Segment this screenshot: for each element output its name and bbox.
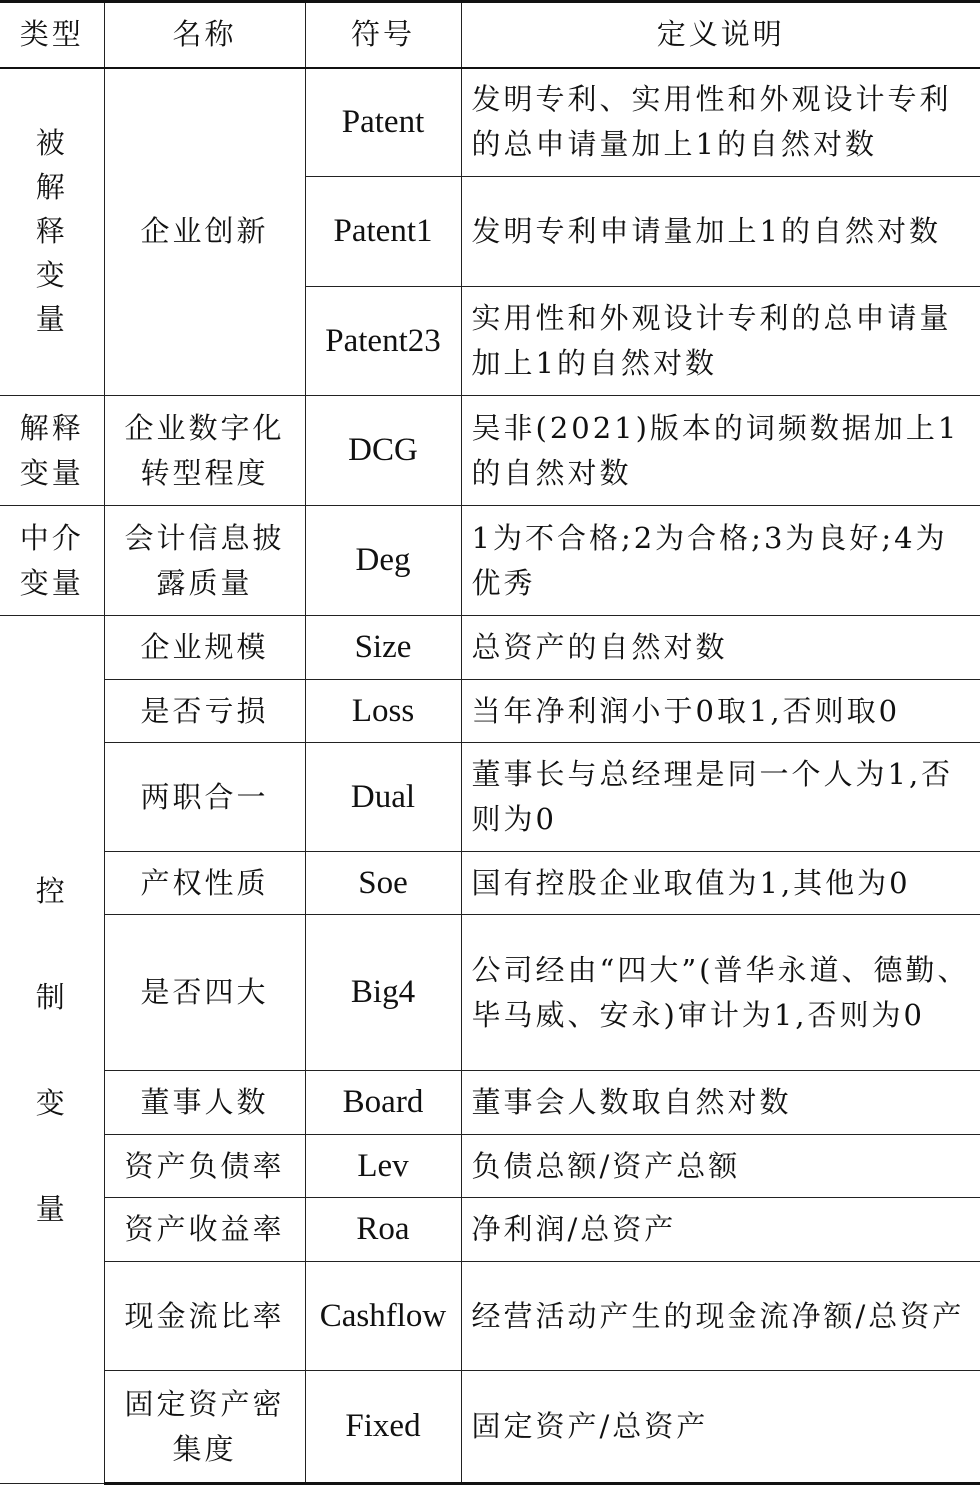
table-row: [0, 68, 980, 177]
variable-symbol: DCG: [305, 396, 461, 506]
variable-symbol: Lev: [305, 1135, 461, 1198]
variable-definition: 固定资产/总资产: [461, 1371, 980, 1484]
group-control: [0, 616, 104, 1484]
table-row: [0, 1262, 980, 1371]
variable-symbol: Cashflow: [305, 1262, 461, 1371]
variable-name: 董事人数: [104, 1071, 305, 1135]
variable-definition: 发明专利、实用性和外观设计专利的总申请量加上1的自然对数: [461, 68, 980, 177]
variable-definition: 吴非(2021)版本的词频数据加上1的自然对数: [461, 396, 980, 506]
group-dependent: [0, 68, 104, 396]
variable-symbol: Board: [305, 1071, 461, 1135]
table-row: [0, 1371, 980, 1484]
table-row: [0, 915, 980, 1071]
header-symbol: 符号: [305, 2, 461, 68]
variable-name: 是否四大: [104, 915, 305, 1071]
variable-name: 企业创新: [104, 68, 305, 396]
variable-definition: 发明专利申请量加上1的自然对数: [461, 177, 980, 287]
variable-name: 现金流比率: [104, 1262, 305, 1371]
variable-definition: 国有控股企业取值为1,其他为0: [461, 852, 980, 915]
variable-name: 两职合一: [104, 743, 305, 852]
variable-definition: 总资产的自然对数: [461, 616, 980, 680]
variable-symbol: Soe: [305, 852, 461, 915]
variable-name: 会计信息披露质量: [104, 506, 305, 616]
variable-name: 企业规模: [104, 616, 305, 680]
variable-name: 是否亏损: [104, 680, 305, 743]
table-row: [0, 1135, 980, 1198]
variable-symbol: Patent23: [305, 287, 461, 396]
variable-name: 资产负债率: [104, 1135, 305, 1198]
variable-definition: 公司经由“四大”(普华永道、德勤、毕马威、安永)审计为1,否则为0: [461, 915, 980, 1071]
variable-symbol: Patent1: [305, 177, 461, 287]
variable-definition: 负债总额/资产总额: [461, 1135, 980, 1198]
variable-symbol: Patent: [305, 68, 461, 177]
variable-name: 固定资产密集度: [104, 1371, 305, 1484]
table-row: [0, 1071, 980, 1135]
variable-symbol: Dual: [305, 743, 461, 852]
variable-symbol: Fixed: [305, 1371, 461, 1484]
variable-definition: 净利润/总资产: [461, 1198, 980, 1262]
table-row: [0, 852, 980, 915]
group-mediator: 中介变量: [0, 506, 104, 616]
variable-definition: 1为不合格;2为合格;3为良好;4为优秀: [461, 506, 980, 616]
variable-definition: 经营活动产生的现金流净额/总资产: [461, 1262, 980, 1371]
table-row: [0, 680, 980, 743]
table-row: [0, 1198, 980, 1262]
group-dependent-label: 被解释变量: [35, 126, 68, 337]
group-control-label: 控制变量: [35, 873, 68, 1226]
group-explanatory: 解释变量: [0, 396, 104, 506]
table-row: [0, 616, 980, 680]
header-definition: 定义说明: [461, 2, 980, 68]
variable-definition: 董事会人数取自然对数: [461, 1071, 980, 1135]
variable-name: 资产收益率: [104, 1198, 305, 1262]
variable-definition: 当年净利润小于0取1,否则取0: [461, 680, 980, 743]
table-row: [0, 506, 980, 616]
variable-symbol: Roa: [305, 1198, 461, 1262]
variable-symbol: Deg: [305, 506, 461, 616]
header-category: 类型: [0, 2, 104, 68]
table-row: [0, 743, 980, 852]
header-name: 名称: [104, 2, 305, 68]
variable-symbol: Size: [305, 616, 461, 680]
variable-definition: 实用性和外观设计专利的总申请量加上1的自然对数: [461, 287, 980, 396]
table-header-row: [0, 2, 980, 68]
variable-symbol: Loss: [305, 680, 461, 743]
table-row: [0, 396, 980, 506]
variable-name: 企业数字化转型程度: [104, 396, 305, 506]
variable-definition: 董事长与总经理是同一个人为1,否则为0: [461, 743, 980, 852]
variable-name: 产权性质: [104, 852, 305, 915]
variable-symbol: Big4: [305, 915, 461, 1071]
